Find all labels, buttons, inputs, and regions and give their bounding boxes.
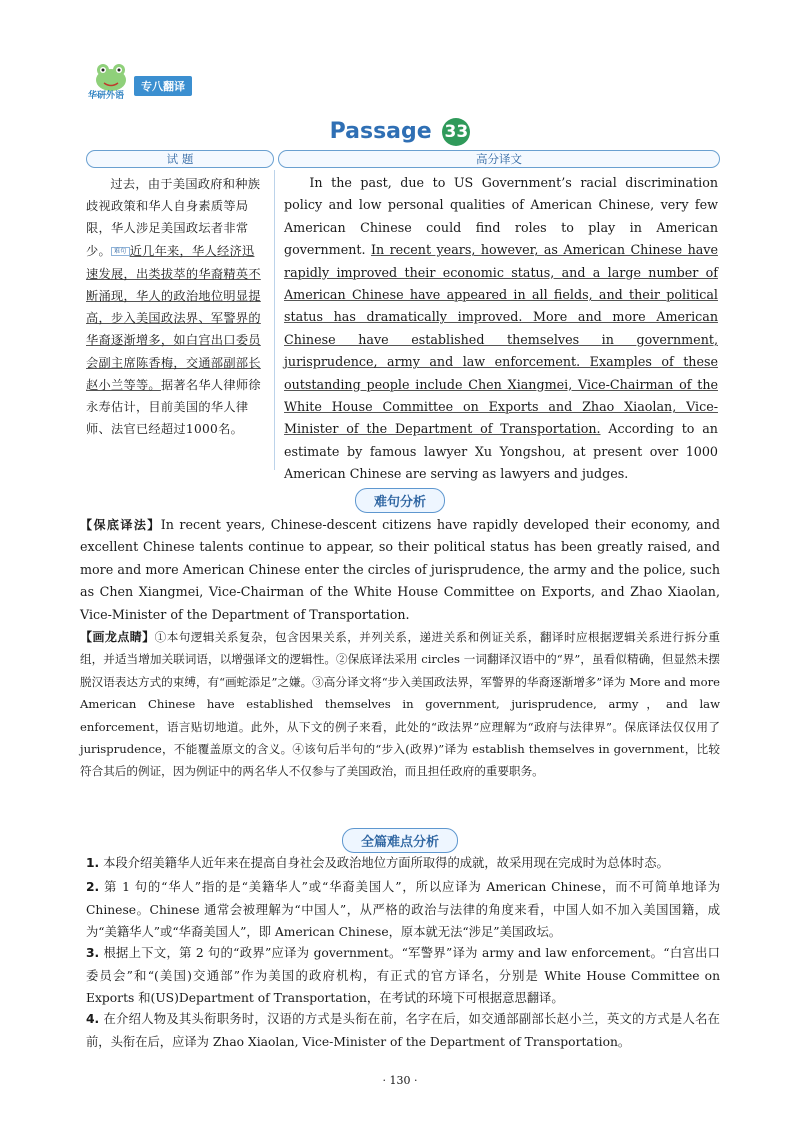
passage-number-badge: 33 (442, 118, 470, 146)
list-item-number: 3. (86, 946, 100, 960)
tip-paragraph (80, 626, 720, 783)
logo-text: 华研外语 (88, 91, 125, 101)
list-item-text: 本段介绍美籍华人近年来在提高自身社会及政治地位方面所取得的成就，故采用现在完成时为总体时态。 (103, 856, 669, 870)
overall-heading-label: 全篇难点分析 (342, 828, 458, 853)
source-sentence-1: 过去，由于美国政府和种族歧视政策和华人自身素质等局限，华人涉足美国政坛者非常少。 (86, 177, 261, 258)
page-number: · 130 · (382, 1074, 418, 1087)
list-item (86, 876, 720, 944)
analysis-heading (0, 488, 800, 513)
section-tag: 专八翻译 (134, 76, 192, 96)
overall-heading (0, 828, 800, 853)
list-item-text: 根据上下文，第 2 句的“政界”应译为 government。“军警界”译为 army and law enforcement。“白宫出口委员会”和“(美国)交通部”作为美国的政府机构，有正式的官方译名，分别是 White House Committee on Exports 和(US)Department of Transportation，在考试的环境下可根据意思翻译。 (86, 946, 720, 1006)
translation-sentence-3: According to an estimate by famous lawyer Xu Yongshou, at present over 1000 American Chinese are serving as lawyers and judges. (284, 421, 718, 482)
list-item-text: 第 1 句的“华人”指的是“美籍华人”或“华裔美国人”，所以应译为 American Chinese，而不可简单地译为 Chinese。Chinese 通常会被理解为“中国人”，从严格的政治与法律的角度来看，中国人如不加入美国国籍，成为“美籍华人”或“华裔美国人”，即 American Chinese，原本就无法“涉足”美国政坛。 (86, 880, 720, 940)
passage-title (0, 118, 800, 146)
baodi-label: 【保底译法】 (80, 518, 161, 532)
column-divider (274, 170, 275, 470)
translation-sentence-2: In recent years, however, as American Chinese have rapidly improved their economic status, and a large number of American Chinese have appeared in all fields, and their political status has dramatically improved. More and more American Chinese have established themselves in government, jurisprudence, army and law enforcement. Examples of these outstanding people include Chen Xiangmei, Vice-Chairman of the White House Committee on Exports and Zhao Xiaolan, Vice-Minister of the Department of Transportation. (284, 242, 718, 437)
tip-text: ①本句逻辑关系复杂，包含因果关系，并列关系，递进关系和例证关系，翻译时应根据逻辑关系进行拆分重组，并适当增加关联词语，以增强译文的逻辑性。②保底译法采用 circles 一词翻译汉语中的“界”，虽看似精确，但显然未摆脱汉语表达方式的束缚，有“画蛇添足”之嫌。③高分译文将“步入美国政法界，军警界的华裔逐渐增多”译为 More and more American Chinese have established themselves in government, jurisprudence, army，and law enforcement，语言贴切地道。此外，从下文的例子来看，此处的“政法界”应理解为“政府与法律界”。保底译法仅仅用了 jurisprudence，不能覆盖原文的含义。④该句后半句的“步入(政界)”译为 establish themselves in government，比较符合其后的例证，因为例证中的两名华人不仅参与了美国政治，而且担任政府的重要职务。 (80, 630, 720, 779)
translation-text (284, 172, 718, 486)
baodi-paragraph (80, 514, 720, 626)
list-item-number: 4. (86, 1012, 100, 1026)
source-column-header: 试 题 (86, 150, 274, 168)
list-item-number: 2. (86, 880, 100, 894)
source-sentence-2: 近几年来，华人经济迅速发展，出类拔萃的华裔精英不断涌现，华人的政治地位明显提高，步入美国政法界、军警界的华裔逐渐增多，如白宫出口委员会副主席陈香梅，交通部副部长赵小兰等等。 (86, 243, 261, 392)
list-item-text: 在介绍人物及其头衔职务时，汉语的方式是头衔在前，名字在后，如交通部副部长赵小兰，英文的方式是人名在前，头衔在后，应译为 Zhao Xiaolan, Vice-Minister of the Department of Transportation。 (86, 1012, 720, 1049)
list-item (86, 942, 720, 1010)
source-sentence-3: 据著名华人律师徐永寿估计，目前美国的华人律师、法官已经超过1000名。 (86, 377, 261, 437)
translation-sentence-1: In the past, due to US Government’s racial discrimination policy and low personal qualities of American Chinese, very few American Chinese could find roles to play in American government. (284, 175, 718, 258)
tip-label: 【画龙点睛】 (80, 630, 155, 644)
analysis-heading-label: 难句分析 (355, 488, 445, 513)
list-item (86, 852, 720, 875)
list-item-number: 1. (86, 856, 100, 870)
list-item (86, 1008, 720, 1053)
translation-column-header: 高分译文 (278, 150, 720, 168)
passage-label: Passage (329, 119, 432, 144)
difficult-sentence-mark: 难句 (111, 247, 130, 256)
baodi-text: In recent years, Chinese-descent citizens have rapidly developed their economy, and excellent Chinese talents continue to appear, so their political status has been greatly raised, and more and more American Chinese enter the circles of jurisprudence, the army and the police, such as Chen Xiangmei, Vice-Chairman of the White House Committee on Exports, and Zhao Xiaolan, Vice-Minister of the Department of Transportation. (80, 517, 720, 622)
source-text (86, 173, 266, 440)
